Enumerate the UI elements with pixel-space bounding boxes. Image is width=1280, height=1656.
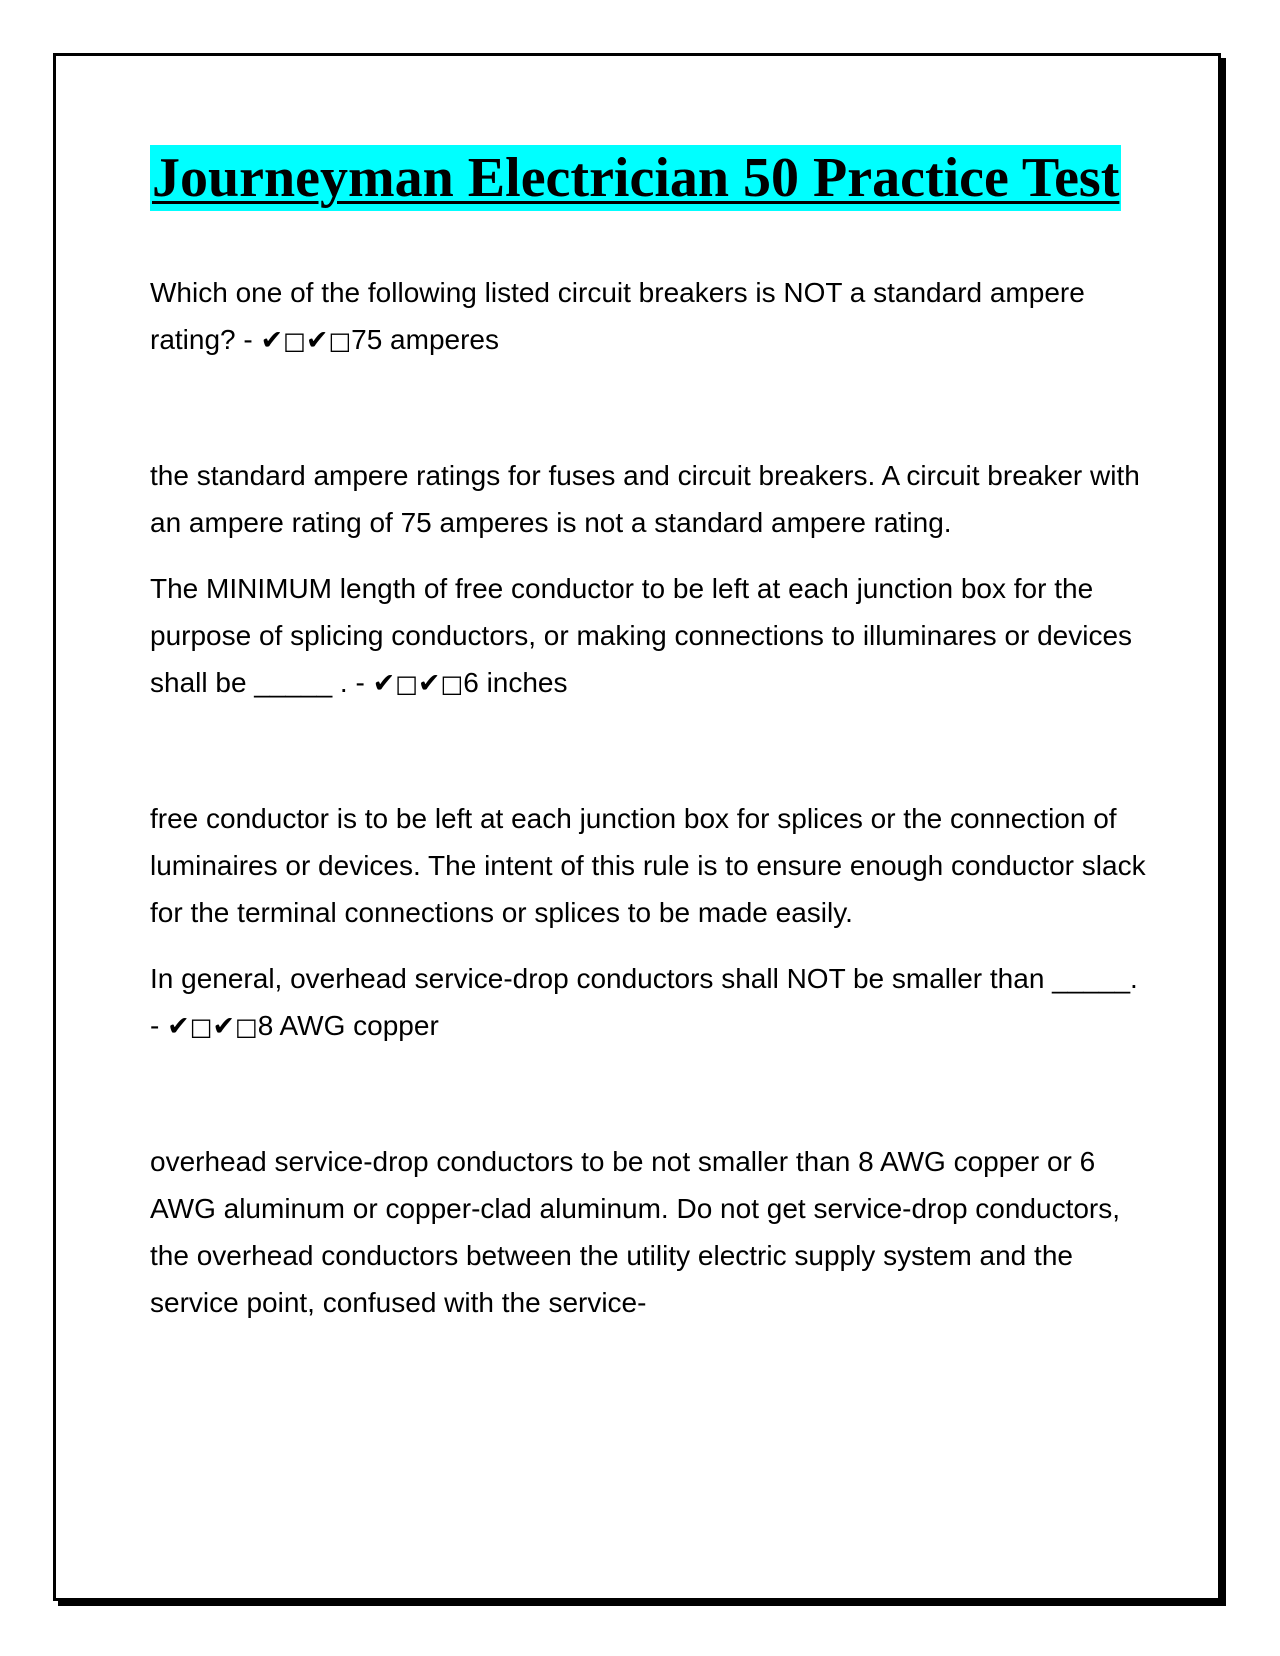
check-icon: ✔ <box>212 1011 236 1042</box>
check-icon: ✔ <box>417 668 441 699</box>
check-icon: ✔ <box>372 668 396 699</box>
box-icon: □ <box>395 670 418 698</box>
question-2 <box>150 565 1150 708</box>
question-3 <box>150 955 1150 1051</box>
question-2-text: The MINIMUM length of free conductor to be left at each junction box for the purpose of splicing conductors, or making connections to illuminares or devices shall be _____ . - <box>150 573 1133 698</box>
page-title: Journeyman Electrician 50 Practice Test <box>152 147 1120 209</box>
document-content <box>150 145 1150 1326</box>
question-1 <box>150 269 1150 365</box>
answer-3-text: 8 AWG copper <box>257 1010 439 1041</box>
answer-1-text: 75 amperes <box>351 324 499 355</box>
explanation-1: the standard ampere ratings for fuses and circuit breakers. A circuit breaker with an ampere rating of 75 amperes is not a standard ampere rating. <box>150 460 1140 538</box>
check-icon: ✔ <box>167 1011 190 1042</box>
check-icon: ✔ <box>305 325 329 356</box>
box-icon: □ <box>440 670 464 698</box>
question-1-text: Which one of the following listed circuit breakers is NOT a standard ampere rating? - <box>150 277 1085 355</box>
explanation-2: free conductor is to be left at each junction box for splices or the connection of luminaires or devices. The intent of this rule is to ensure enough conductor slack for the terminal connections or splices to be made easily. <box>150 803 1146 928</box>
box-icon: □ <box>235 1013 258 1041</box>
answer-2-text: 6 inches <box>463 667 568 698</box>
check-icon: ✔ <box>260 325 284 356</box>
question-3-text: In general, overhead service-drop conductors shall NOT be smaller than _____. - <box>150 963 1138 1041</box>
box-icon: □ <box>189 1013 213 1041</box>
box-icon: □ <box>283 327 306 355</box>
explanation-3: overhead service-drop conductors to be not smaller than 8 AWG copper or 6 AWG aluminum or copper-clad aluminum. Do not get service-drop conductors, the overhead conductors between the utility electric supply system and the service point, confused with the service- <box>150 1146 1121 1318</box>
box-icon: □ <box>328 327 352 355</box>
